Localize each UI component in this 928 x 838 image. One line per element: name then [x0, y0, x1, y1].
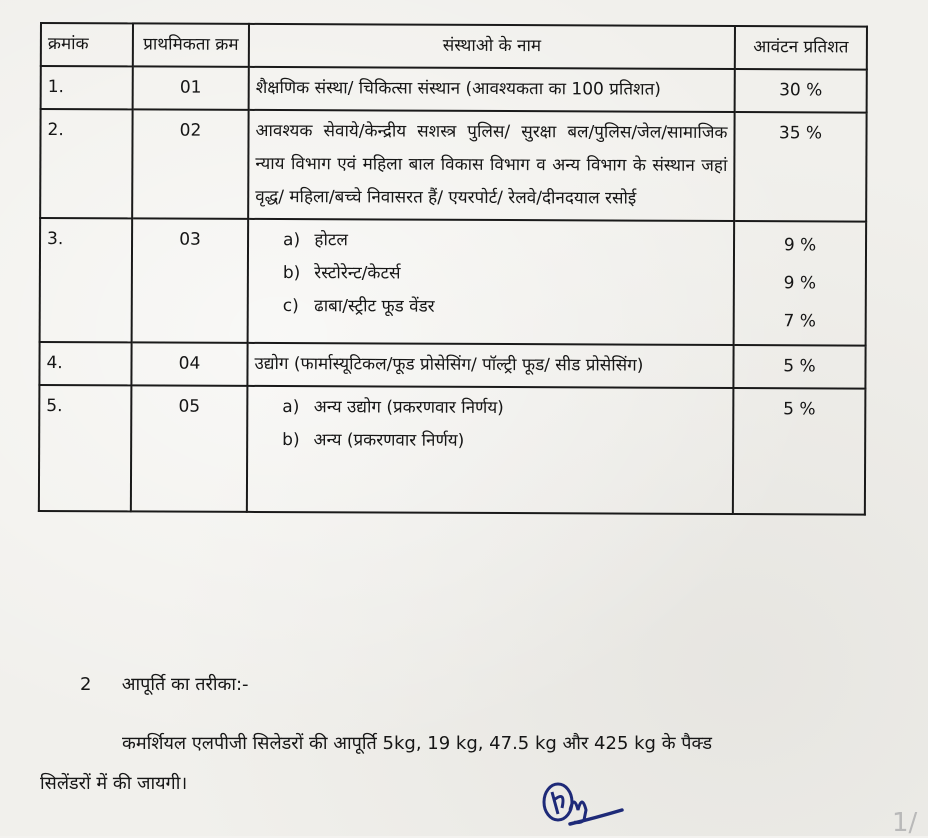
row-percent: 5 % — [733, 388, 866, 515]
paragraph-line-2: सिलेंडरों में की जायगी। — [40, 773, 188, 794]
row-serial: 5. — [39, 385, 132, 511]
row-priority: 03 — [132, 218, 249, 343]
subitem: a) होटल — [283, 230, 349, 251]
header-allocation-percent: आवंटन प्रतिशत — [735, 26, 867, 70]
section-heading — [80, 672, 249, 696]
supply-paragraph — [40, 724, 870, 804]
row-serial: 1. — [41, 66, 133, 109]
table-header-row — [41, 23, 867, 70]
row-priority: 04 — [131, 342, 247, 386]
table-row — [40, 109, 866, 222]
row-priority: 02 — [132, 109, 248, 219]
subitem-percent: 7 % — [783, 311, 816, 332]
row-serial: 3. — [40, 218, 133, 342]
row-serial: 2. — [40, 109, 132, 218]
signature-icon — [540, 780, 640, 830]
row-percent: 35 % — [734, 112, 866, 222]
table-row — [39, 342, 865, 389]
section-title: आपूर्ति का तरीका:- — [121, 674, 249, 695]
section-number: 2 — [80, 674, 92, 695]
table-row — [41, 66, 867, 113]
row-subitems — [248, 219, 735, 345]
subitem-percent: 9 % — [783, 235, 817, 256]
row-institution-name: शैक्षणिक संस्था/ चिकित्सा संस्थान (आवश्यकता का 100 प्रतिशत) — [249, 67, 735, 112]
subitem-percent: 9 % — [783, 273, 817, 294]
subitem: a) अन्य उद्योग (प्रकरणवार निर्णय) — [282, 397, 504, 419]
header-priority: प्राथमिकता क्रम — [133, 23, 249, 67]
row-priority: 05 — [131, 385, 248, 512]
row-percent: 5 % — [733, 345, 865, 389]
header-serial: क्रमांक — [41, 23, 133, 66]
page-number: 1/ — [892, 808, 918, 838]
row-institution-name: आवश्यक सेवाये/केन्द्रीय सशस्त्र पुलिस/ सुरक्षा बल/पुलिस/जेल/सामाजिक न्याय विभाग एवं महिला बाल विकास विभाग व अन्य विभाग के संस्थान जहां वृद्ध/ महिला/बच्चे निवासरत हैं/ एयरपोर्ट/ रेलवे/दीनदयाल रसोई — [248, 110, 734, 221]
row-serial: 4. — [39, 342, 131, 385]
subitem: c) ढाबा/स्ट्रीट फूड वेंडर — [282, 296, 435, 317]
header-institution-names: संस्थाओ के नाम — [249, 24, 735, 69]
table-row — [40, 218, 867, 346]
row-percent: 30 % — [735, 69, 867, 113]
table-row — [39, 385, 866, 515]
row-institution-name: उद्योग (फार्मास्यूटिकल/फूड प्रोसेसिंग/ पॉल्ट्री फूड/ सीड प्रोसेसिंग) — [247, 343, 733, 388]
paragraph-line-1: कमर्शियल एलपीजी सिलेडरों की आपूर्ति 5kg, 19 kg, 47.5 kg और 425 kg के पैक्ड — [122, 733, 713, 754]
subitem: b) रेस्टोरेन्ट/केटर्स — [282, 263, 401, 284]
row-priority: 01 — [133, 66, 249, 110]
subitem: b) अन्य (प्रकरणवार निर्णय) — [282, 430, 465, 451]
allocation-table — [38, 22, 868, 516]
row-subitems — [247, 386, 734, 514]
row-percent-stack — [734, 221, 867, 346]
